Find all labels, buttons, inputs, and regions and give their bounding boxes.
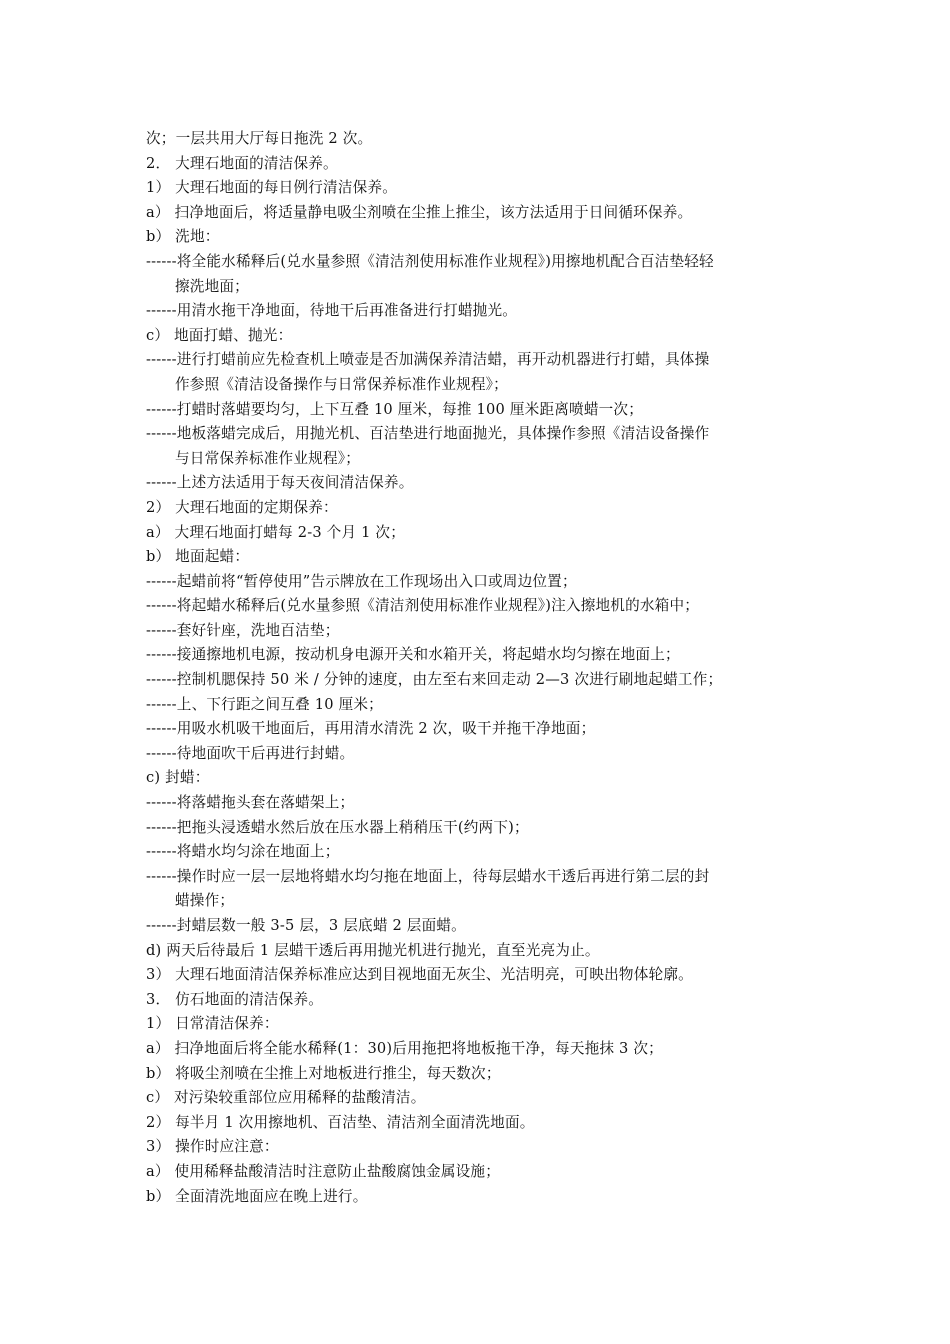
- text-line: ------待地面吹干后再进行封蜡。: [146, 744, 355, 762]
- text-line: c） 对污染较重部位应用稀释的盐酸清洁。: [146, 1089, 426, 1107]
- text-line: b） 将吸尘剂喷在尘推上对地板进行推尘，每天数次；: [146, 1064, 501, 1082]
- text-line: 2． 大理石地面的清洁保养。: [146, 154, 338, 172]
- text-line: 2） 大理石地面的定期保养：: [146, 498, 338, 516]
- text-line: c) 封蜡：: [146, 769, 210, 787]
- text-line: ------将起蜡水稀释后(兑水量参照《清洁剂使用标准作业规程》)注入擦地机的水箱中；: [146, 597, 700, 615]
- text-line: 3） 大理石地面清洁保养标准应达到目视地面无灰尘、光洁明亮，可映出物体轮廓。: [146, 966, 693, 984]
- text-line: a） 使用稀释盐酸清洁时注意防止盐酸腐蚀金属设施；: [146, 1162, 500, 1180]
- text-line: 3． 仿石地面的清洁保养。: [146, 990, 324, 1008]
- text-line: ------地板落蜡完成后，用抛光机、百洁垫进行地面抛光，具体操作参照《清洁设备操作: [146, 425, 710, 443]
- text-line: ------进行打蜡前应先检查机上喷壶是否加满保养清洁蜡，再开动机器进行打蜡，具体操: [146, 351, 710, 369]
- text-line: b） 洗地：: [146, 228, 220, 246]
- text-line: ------控制机腮保持 50 米 / 分钟的速度，由左至右来回走动 2—3 次进行刷地起蜡工作；: [146, 671, 723, 689]
- text-line: 2） 每半月 1 次用擦地机、百洁垫、清洁剂全面清洗地面。: [146, 1113, 535, 1131]
- text-line: ------打蜡时落蜡要均匀，上下互叠 10 厘米，每推 100 厘米距离喷蜡一次；: [146, 400, 644, 418]
- text-line: 次；一层共用大厅每日拖洗 2 次。: [146, 130, 373, 147]
- text-line: ------上、下行距之间互叠 10 厘米；: [146, 695, 383, 713]
- text-line: ------操作时应一层一层地将蜡水均匀拖在地面上，待每层蜡水干透后再进行第二层的封: [146, 867, 710, 885]
- text-line: ------将全能水稀释后(兑水量参照《清洁剂使用标准作业规程》)用擦地机配合百洁垫轻轻: [146, 252, 714, 270]
- document-body: [146, 127, 816, 1209]
- text-line: c） 地面打蜡、抛光：: [146, 326, 293, 344]
- text-line: b） 全面清洗地面应在晚上进行。: [146, 1187, 368, 1205]
- text-line: b） 地面起蜡：: [146, 548, 250, 566]
- text-line: ------用清水拖干净地面，待地干后再准备进行打蜡抛光。: [146, 302, 518, 320]
- text-line: ------将蜡水均匀涂在地面上；: [146, 843, 340, 861]
- text-line: ------用吸水机吸干地面后，再用清水清洗 2 次，吸干并拖干净地面；: [146, 720, 596, 738]
- text-line: 蜡操作；: [175, 892, 235, 910]
- text-line: 3） 操作时应注意：: [146, 1138, 279, 1156]
- text-line: 作参照《清洁设备操作与日常保养标准作业规程》；: [175, 375, 508, 393]
- text-line: 擦洗地面；: [175, 277, 249, 295]
- text-line: ------封蜡层数一般 3-5 层，3 层底蜡 2 层面蜡。: [146, 917, 466, 934]
- text-line: a） 扫净地面后，将适量静电吸尘剂喷在尘推上推尘，该方法适用于日间循环保养。: [146, 203, 693, 221]
- text-line: a） 大理石地面打蜡每 2-3 个月 1 次；: [146, 523, 406, 541]
- text-line: ------上述方法适用于每天夜间清洁保养。: [146, 474, 414, 492]
- text-line: 1） 日常清洁保养：: [146, 1015, 279, 1033]
- text-line: ------套好针座，洗地百洁垫；: [146, 621, 340, 639]
- text-line: a） 扫净地面后将全能水稀释(1：30)后用拖把将地板拖干净，每天拖抹 3 次；: [146, 1039, 663, 1057]
- text-line: d) 两天后待最后 1 层蜡干透后再用抛光机进行抛光，直至光亮为止。: [146, 941, 600, 959]
- text-line: 1） 大理石地面的每日例行清洁保养。: [146, 179, 398, 197]
- text-line: ------将落蜡拖头套在落蜡架上；: [146, 794, 355, 812]
- text-line: ------起蜡前将“暂停使用”告示牌放在工作现场出入口或周边位置；: [146, 572, 577, 590]
- text-line: ------把拖头浸透蜡水然后放在压水器上稍稍压干(约两下)；: [146, 818, 529, 836]
- text-line: 与日常保养标准作业规程》；: [175, 449, 361, 467]
- text-line: ------接通擦地机电源，按动机身电源开关和水箱开关，将起蜡水均匀擦在地面上；: [146, 646, 680, 664]
